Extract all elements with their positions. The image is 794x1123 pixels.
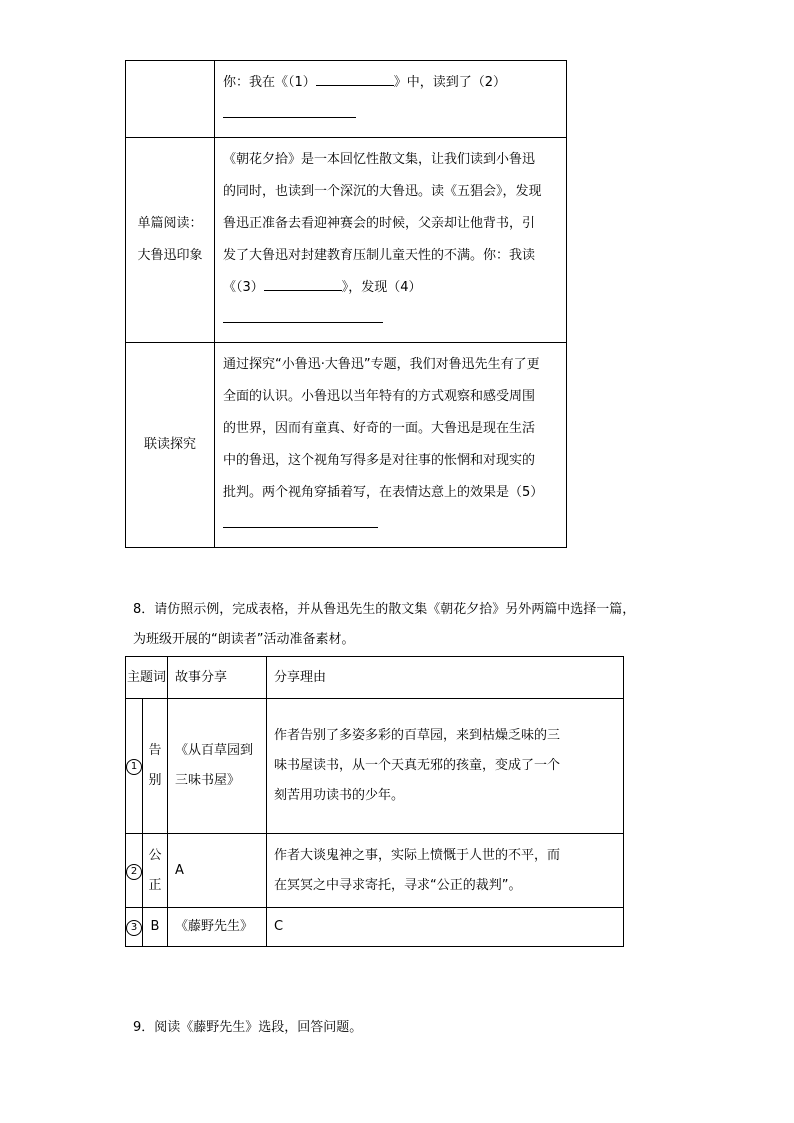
header-theme: 主题词 bbox=[126, 657, 168, 699]
table-row bbox=[126, 699, 624, 834]
row2-label: 单篇阅读： 大鲁迅印象 bbox=[126, 138, 215, 343]
row1-label bbox=[126, 61, 215, 138]
table-row bbox=[126, 834, 624, 908]
row3-label: 联读探究 bbox=[126, 343, 215, 548]
blank-2[interactable] bbox=[223, 102, 356, 118]
row3-content: 通过探究“小鲁迅·大鲁迅”专题，我们对鲁迅先生有了更 全面的认识。小鲁迅以当年特有的方式观察和感受周围 的世界，因而有童真、好奇的一面。大鲁迅是现在生活 中的鲁迅，这个视角写得多是对往事的怅惘和对现实的 批判。两个视角穿插着写，在表情达意上的效果是（5） bbox=[215, 343, 567, 548]
row-number bbox=[126, 834, 143, 908]
share-reason: 作者告别了多姿多彩的百草园，来到枯燥乏味的三 味书屋读书，从一个天真无邪的孩童，变成了一个 刻苦用功读书的少年。 bbox=[267, 699, 624, 834]
answer-blank-b[interactable]: B bbox=[143, 908, 168, 947]
blank-1[interactable] bbox=[316, 70, 394, 86]
circled-number: 3 bbox=[126, 920, 142, 936]
table-header-row bbox=[126, 657, 624, 699]
row-number bbox=[126, 699, 143, 834]
table-row bbox=[126, 908, 624, 947]
row-number bbox=[126, 908, 143, 947]
question-9-text: 9．阅读《藤野先生》选段，回答问题。 bbox=[133, 1020, 363, 1035]
circled-number: 1 bbox=[126, 759, 142, 775]
topic-word: 公 正 bbox=[143, 834, 168, 908]
blank-5[interactable] bbox=[223, 512, 378, 528]
blank-3[interactable] bbox=[264, 275, 342, 291]
question-8-text: 8．请仿照示例，完成表格，并从鲁迅先生的散文集《朝花夕拾》另外两篇中选择一篇， 为班级开展的“朗读者”活动准备素材。 bbox=[133, 602, 636, 647]
share-reason: 作者大谈鬼神之事，实际上愤慨于人世的不平，而 在冥冥之中寻求寄托，寻求“公正的裁判”。 bbox=[267, 834, 624, 908]
reading-task-table bbox=[125, 60, 567, 548]
answer-blank-a[interactable]: A bbox=[168, 834, 267, 908]
answer-blank-c[interactable]: C bbox=[267, 908, 624, 947]
blank-4[interactable] bbox=[223, 307, 383, 323]
topic-word: 告 别 bbox=[143, 699, 168, 834]
row1-content: 你：我在《（1） 》中，读到了（2） bbox=[215, 61, 567, 138]
story-share-table bbox=[125, 656, 624, 947]
story-title: 《藤野先生》 bbox=[168, 908, 267, 947]
story-title: 《从百草园到 三味书屋》 bbox=[168, 699, 267, 834]
header-reason: 分享理由 bbox=[267, 657, 624, 699]
circled-number: 2 bbox=[126, 864, 142, 880]
row2-content: 《朝花夕拾》是一本回忆性散文集，让我们读到小鲁迅 的同时，也读到一个深沉的大鲁迅。读《五猖会》，发现 鲁迅正准备去看迎神赛会的时候，父亲却让他背书，引 发了大鲁迅对封建教育压制儿童天性的不满。你：我读 《（3） 》，发现（4） bbox=[215, 138, 567, 343]
header-story: 故事分享 bbox=[168, 657, 267, 699]
